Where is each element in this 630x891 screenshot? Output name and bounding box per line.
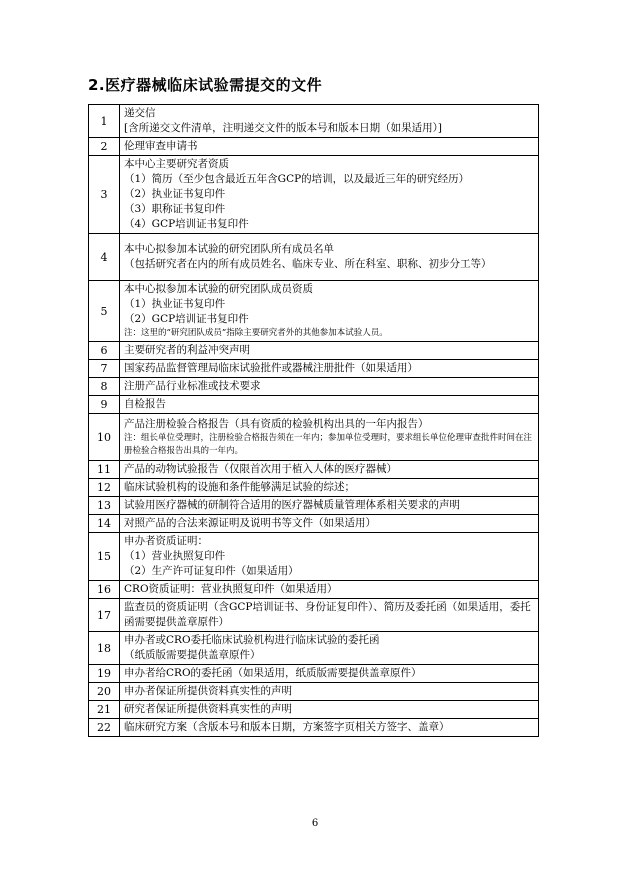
row-content xyxy=(120,281,539,342)
content-line: 本中心拟参加本试验的研究团队所有成员名单 xyxy=(124,243,334,255)
row-content xyxy=(120,234,539,281)
row-number: 7 xyxy=(89,360,120,378)
table-row xyxy=(89,497,539,515)
row-content xyxy=(120,479,539,497)
content-line: 监查员的资质证明（含GCP培训证书、身份证复印件）、简历及委托函（如果适用，委托函需要提供盖章原件） xyxy=(124,601,531,628)
table-row xyxy=(89,138,539,156)
content-note: 注：组长单位受理时，注册检验合格报告须在一年内；参加单位受理时，要求组长单位伦理审查批件时间在注册检验合格报告出具的一年内。 xyxy=(124,432,533,456)
row-number: 10 xyxy=(89,414,120,461)
row-number: 6 xyxy=(89,342,120,360)
table-row xyxy=(89,105,539,138)
row-number: 12 xyxy=(89,479,120,497)
content-note: 注：这里的“研究团队成员”指除主要研究者外的其他参加本试验人员。 xyxy=(124,328,388,338)
row-content xyxy=(120,414,539,461)
row-content xyxy=(120,105,539,138)
page-number: 6 xyxy=(311,818,319,829)
table-row xyxy=(89,396,539,414)
table-row xyxy=(89,719,539,737)
table-row xyxy=(89,461,539,479)
content-line: （3）职称证书复印件 xyxy=(124,203,226,215)
content-line: （2）生产许可证复印件（如果适用） xyxy=(124,565,299,577)
row-content xyxy=(120,461,539,479)
content-line: CRO资质证明：营业执照复印件（如果适用） xyxy=(124,583,338,595)
row-number: 19 xyxy=(89,665,120,683)
row-content xyxy=(120,581,539,599)
content-line: （4）GCP培训证书复印件 xyxy=(124,218,249,230)
content-line: 产品的动物试验报告（仅限首次用于植入人体的医疗器械） xyxy=(124,463,397,475)
row-number: 8 xyxy=(89,378,120,396)
row-number: 18 xyxy=(89,632,120,665)
row-content xyxy=(120,683,539,701)
row-number: 2 xyxy=(89,138,120,156)
content-line: 产品注册检验合格报告（具有资质的检验机构出具的一年内报告） xyxy=(124,417,429,430)
row-content xyxy=(120,719,539,737)
content-line: （1）营业执照复印件 xyxy=(124,550,226,562)
row-content xyxy=(120,360,539,378)
content-line: 伦理审查申请书 xyxy=(124,140,198,152)
table-row xyxy=(89,378,539,396)
content-line: 自检报告 xyxy=(124,398,166,410)
content-line: （1）执业证书复印件 xyxy=(124,298,226,310)
row-content xyxy=(120,599,539,632)
table-row xyxy=(89,342,539,360)
row-number: 21 xyxy=(89,701,120,719)
content-line: 递交信 xyxy=(124,107,156,119)
content-line: 申办者资质证明： xyxy=(124,535,208,547)
row-content xyxy=(120,665,539,683)
table-row xyxy=(89,414,539,461)
content-line: 对照产品的合法来源证明及说明书等文件（如果适用） xyxy=(124,517,376,529)
content-line: 临床试验机构的设施和条件能够满足试验的综述； xyxy=(124,481,355,493)
row-content xyxy=(120,533,539,581)
section-title: 2.医疗器械临床试验需提交的文件 xyxy=(88,76,323,94)
content-line: 研究者保证所提供资料真实性的声明 xyxy=(124,703,292,715)
row-number: 5 xyxy=(89,281,120,342)
row-content xyxy=(120,342,539,360)
row-number: 3 xyxy=(89,156,120,234)
content-line: 国家药品监督管理局临床试验批件或器械注册批件（如果适用） xyxy=(124,362,418,374)
table-row xyxy=(89,599,539,632)
content-line: 申办者给CRO的委托函（如果适用，纸质版需要提供盖章原件） xyxy=(124,667,422,679)
table-row xyxy=(89,533,539,581)
row-number: 20 xyxy=(89,683,120,701)
content-line: 本中心拟参加本试验的研究团队成员资质 xyxy=(124,283,313,295)
content-line: 申办者保证所提供资料真实性的声明 xyxy=(124,685,292,697)
table-row xyxy=(89,156,539,234)
table-row xyxy=(89,632,539,665)
row-content xyxy=(120,701,539,719)
row-content xyxy=(120,138,539,156)
table-row xyxy=(89,515,539,533)
table-row xyxy=(89,281,539,342)
content-line: 本中心主要研究者资质 xyxy=(124,158,229,170)
table-row xyxy=(89,479,539,497)
row-content xyxy=(120,632,539,665)
row-number: 11 xyxy=(89,461,120,479)
content-line: 临床研究方案（含版本号和版本日期，方案签字页相关方签字、盖章） xyxy=(124,721,450,733)
content-line: （纸质版需要提供盖章原件） xyxy=(124,649,261,661)
content-line: （2）执业证书复印件 xyxy=(124,188,226,200)
row-number: 13 xyxy=(89,497,120,515)
table-row xyxy=(89,683,539,701)
row-content xyxy=(120,515,539,533)
row-content xyxy=(120,378,539,396)
row-number: 16 xyxy=(89,581,120,599)
row-number: 9 xyxy=(89,396,120,414)
table-row xyxy=(89,665,539,683)
content-line: 申办者或CRO委托临床试验机构进行临床试验的委托函 xyxy=(124,634,380,646)
content-line: （1）简历（至少包含最近五年含GCP的培训，以及最近三年的研究经历） xyxy=(124,173,470,185)
row-number: 1 xyxy=(89,105,120,138)
table-row xyxy=(89,581,539,599)
row-number: 15 xyxy=(89,533,120,581)
content-line: 试验用医疗器械的研制符合适用的医疗器械质量管理体系相关要求的声明 xyxy=(124,499,460,511)
content-line: （包括研究者在内的所有成员姓名、临床专业、所在科室、职称、初步分工等） xyxy=(124,258,492,270)
content-line: [含所递交文件清单，注明递交文件的版本号和版本日期（如果适用）] xyxy=(124,122,442,134)
row-number: 22 xyxy=(89,719,120,737)
row-content xyxy=(120,156,539,234)
row-number: 17 xyxy=(89,599,120,632)
content-line: 注册产品行业标准或技术要求 xyxy=(124,380,261,392)
submission-documents-table xyxy=(88,104,539,737)
row-number: 4 xyxy=(89,234,120,281)
table-row xyxy=(89,360,539,378)
row-content xyxy=(120,497,539,515)
row-content xyxy=(120,396,539,414)
row-number: 14 xyxy=(89,515,120,533)
content-line: （2）GCP培训证书复印件 xyxy=(124,313,249,325)
table-row xyxy=(89,234,539,281)
content-line: 主要研究者的利益冲突声明 xyxy=(124,344,250,356)
table-row xyxy=(89,701,539,719)
